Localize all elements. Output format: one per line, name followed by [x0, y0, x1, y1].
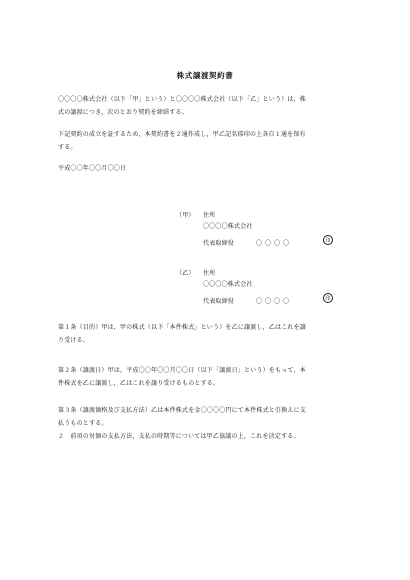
article-1-line: 第１条（目的）甲は，甲の株式（以下「本件株式」という）を乙に譲渡し，乙はこれを譲 — [58, 324, 307, 331]
article-1 — [58, 321, 354, 347]
intro-paragraph — [58, 93, 354, 119]
party-b-address-label: 住所 — [203, 270, 216, 277]
article-3-line: 第３条（譲渡価格及び支払方法）乙は本件株式を金〇〇〇〇円にて本件株式と引換えに支 — [58, 407, 307, 414]
party-a-address-label: 住所 — [203, 212, 216, 219]
party-b-rep-name: 〇〇〇〇 — [256, 298, 293, 305]
party-a-role: （甲） — [176, 212, 195, 219]
document-title: 株式譲渡契約書 — [176, 71, 234, 80]
intro-line: 式の譲渡につき，次のとおり契約を締結する。 — [58, 109, 188, 116]
proof-line: 下記契約の成立を証するため，本契約書を２通作成し，甲乙記名捺印の上各自１通を保有 — [58, 131, 306, 138]
article-3-line: 払うものとする。 — [58, 420, 108, 427]
party-a-company: 〇〇〇〇株式会社 — [203, 223, 253, 230]
article-3-line: ２ 前項の対価の支払方法，支払の時期等については甲乙協議の上，これを決定する。 — [58, 433, 300, 440]
party-b-seal-icon: 印 — [323, 293, 333, 303]
party-b-role: （乙） — [176, 270, 195, 277]
article-3 — [58, 404, 354, 443]
contract-date: 平成〇〇年〇〇月〇〇日 — [58, 165, 127, 172]
intro-line: 〇〇〇〇株式会社（以下「甲」という）と〇〇〇〇株式会社（以下「乙」という）は，株 — [58, 96, 307, 103]
article-2-line: 件株式を乙に譲渡し，乙はこれを譲り受けるものとする。 — [58, 380, 220, 387]
party-a-rep-label: 代表取締役 — [203, 240, 235, 247]
party-a-seal-icon: 印 — [323, 235, 333, 245]
article-1-line: り受ける。 — [58, 337, 90, 344]
article-2 — [58, 364, 354, 390]
proof-paragraph — [58, 128, 354, 154]
party-b-company: 〇〇〇〇株式会社 — [203, 281, 253, 288]
proof-line: する。 — [58, 144, 77, 151]
party-a-rep-name: 〇〇〇〇 — [256, 240, 293, 247]
article-2-line: 第２条（譲渡日）甲は，平成〇〇年〇〇月〇〇日（以下「譲渡日」という）をもって，本 — [58, 367, 306, 374]
party-b-rep-label: 代表取締役 — [203, 298, 235, 305]
